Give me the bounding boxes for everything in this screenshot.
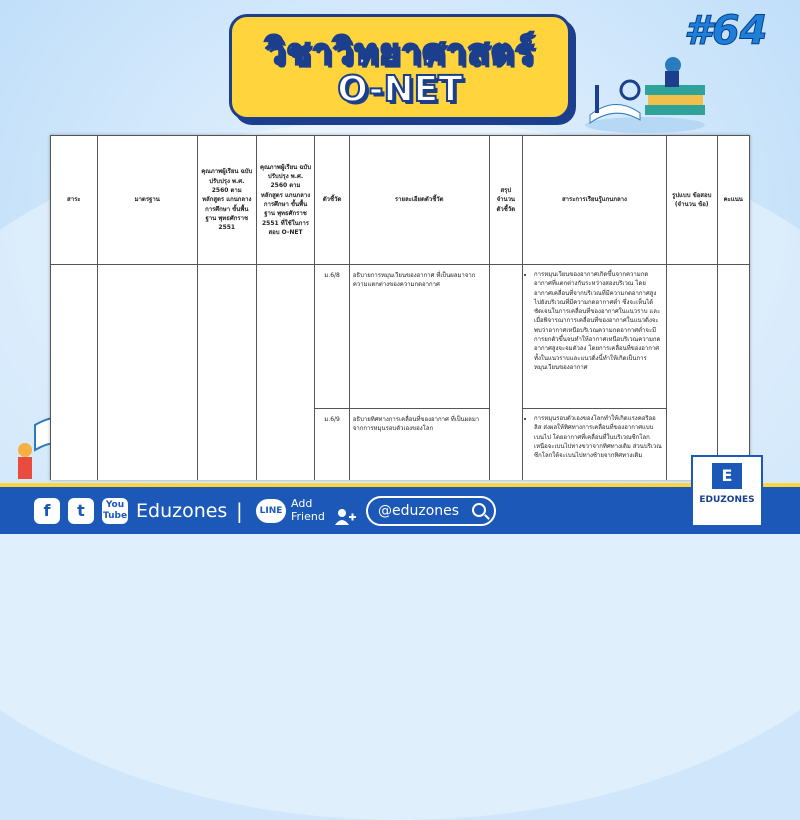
title-banner bbox=[229, 14, 571, 120]
core-content-item: • การหมุนรอบตัวเองของโลกทำให้เกิดแรงคอริออลิส ส่งผลให้ทิศทางการเคลื่อนที่ของอากาศแบบเบนไป โดยอากาศที่เคลื่อนที่ในบริเวณซีกโลกเหนือจะเบนไปทางขวาจากทิศทางเดิม ส่วนบริเวณซีกโลกใต้จะเบนไปทางซ้ายจากทิศทางเดิม bbox=[534, 414, 663, 460]
episode-number: #64 bbox=[684, 8, 768, 54]
indicator-code: ม.6/8 bbox=[315, 265, 349, 409]
header-cell: มาตรฐาน bbox=[97, 136, 197, 265]
youtube-label-bottom: Tube bbox=[102, 511, 128, 521]
header-cell: รูปแบบ ข้อสอบ (จำนวน ข้อ) bbox=[666, 136, 717, 265]
search-handle-box[interactable] bbox=[366, 496, 496, 526]
table-cell bbox=[197, 265, 256, 481]
table-cell bbox=[97, 265, 197, 481]
header-cell: ตัวชี้วัด bbox=[315, 136, 349, 265]
header-cell: สรุป จำนวน ตัวชี้วัด bbox=[489, 136, 522, 265]
title-thai: วิชาวิทยาศาสตร์ bbox=[265, 32, 535, 73]
header-cell: สาระ bbox=[51, 136, 98, 265]
curriculum-table bbox=[50, 135, 750, 480]
header-cell: รายละเอียดตัวชี้วัด bbox=[349, 136, 489, 265]
indicator-code: ม.6/9 bbox=[315, 409, 349, 481]
indicator-detail: อธิบายทิศทางการเคลื่อนที่ของอากาศ ที่เป็นผลมาจากการหมุนรอบตัวเองของโลก bbox=[349, 409, 489, 481]
twitter-icon[interactable]: t bbox=[68, 498, 94, 524]
youtube-icon[interactable] bbox=[102, 498, 128, 524]
header-cell: สาระการเรียนรู้แกนกลาง bbox=[523, 136, 667, 265]
youtube-label-top: You bbox=[105, 500, 125, 510]
header-cell: คุณภาพผู้เรียน ฉบับปรับปรุง พ.ศ. 2560 ตามหลักสูตร แกนกลางการศึกษา ขั้นพื้นฐาน พุทธศักราช 2551 bbox=[197, 136, 256, 265]
add-friend-label bbox=[291, 497, 325, 523]
header-cell: คุณภาพผู้เรียน ฉบับปรับปรุง พ.ศ. 2560 ตามหลักสูตร แกนกลางการศึกษา ขั้นพื้นฐาน พุทธศักราช 2551 ที่ใช้ในการสอบ O-NET bbox=[256, 136, 315, 265]
table-row bbox=[51, 265, 750, 409]
indicator-detail: อธิบายการหมุนเวียนของอากาศ ที่เป็นผลมาจากความแตกต่างของความกดอากาศ bbox=[349, 265, 489, 409]
curriculum-table-sheet bbox=[50, 135, 750, 480]
books-illustration-icon bbox=[585, 35, 715, 135]
core-content-item: • การหมุนเวียนของอากาศเกิดขึ้นจากความกดอากาศที่แตกต่างกันระหว่างสองบริเวณ โดยอากาศเคลื่อนที่จากบริเวณที่มีความกดอากาศสูงไปยังบริเวณที่มีความกดอากาศต่ำ ซึ่งจะเห็นได้ชัดเจนในการเคลื่อนที่ของอากาศในแนวราบ และเมื่อพิจารณาการเคลื่อนที่ของอากาศในแนวดิ่งจะพบว่าอากาศเหนือบริเวณความกดอากาศต่ำจะมีการยกตัวขึ้นจนทำให้อากาศเหนือบริเวณความกดอากาศสูงจะจมตัวลง โดยการเคลื่อนที่ของอากาศทั้งในแนวราบและแนวดิ่งนี้ทำให้เกิดเป็นการหมุนเวียนของอากาศ bbox=[534, 270, 663, 372]
table-cell bbox=[666, 265, 717, 481]
header-cell: คะแนน bbox=[717, 136, 749, 265]
handle-text: @eduzones bbox=[378, 503, 460, 519]
core-content-cell bbox=[523, 265, 667, 409]
friend-label: Friend bbox=[291, 510, 325, 523]
add-label: Add bbox=[291, 497, 313, 510]
facebook-icon[interactable]: f bbox=[34, 498, 60, 524]
logo-text: EDUZONES bbox=[699, 495, 755, 505]
table-cell bbox=[256, 265, 315, 481]
line-icon[interactable]: LINE bbox=[256, 499, 286, 523]
core-content-cell bbox=[523, 409, 667, 481]
table-cell bbox=[51, 265, 98, 481]
logo-letter: E bbox=[712, 463, 742, 489]
table-cell bbox=[489, 265, 522, 481]
table-cell bbox=[717, 265, 749, 481]
search-icon bbox=[472, 503, 486, 517]
footer-separator: | bbox=[236, 499, 243, 523]
brand-name: Eduzones bbox=[136, 500, 228, 522]
add-user-icon bbox=[335, 508, 357, 526]
eduzones-logo bbox=[691, 455, 763, 527]
title-onet: O-NET bbox=[337, 69, 463, 110]
table-header-row bbox=[51, 136, 750, 265]
